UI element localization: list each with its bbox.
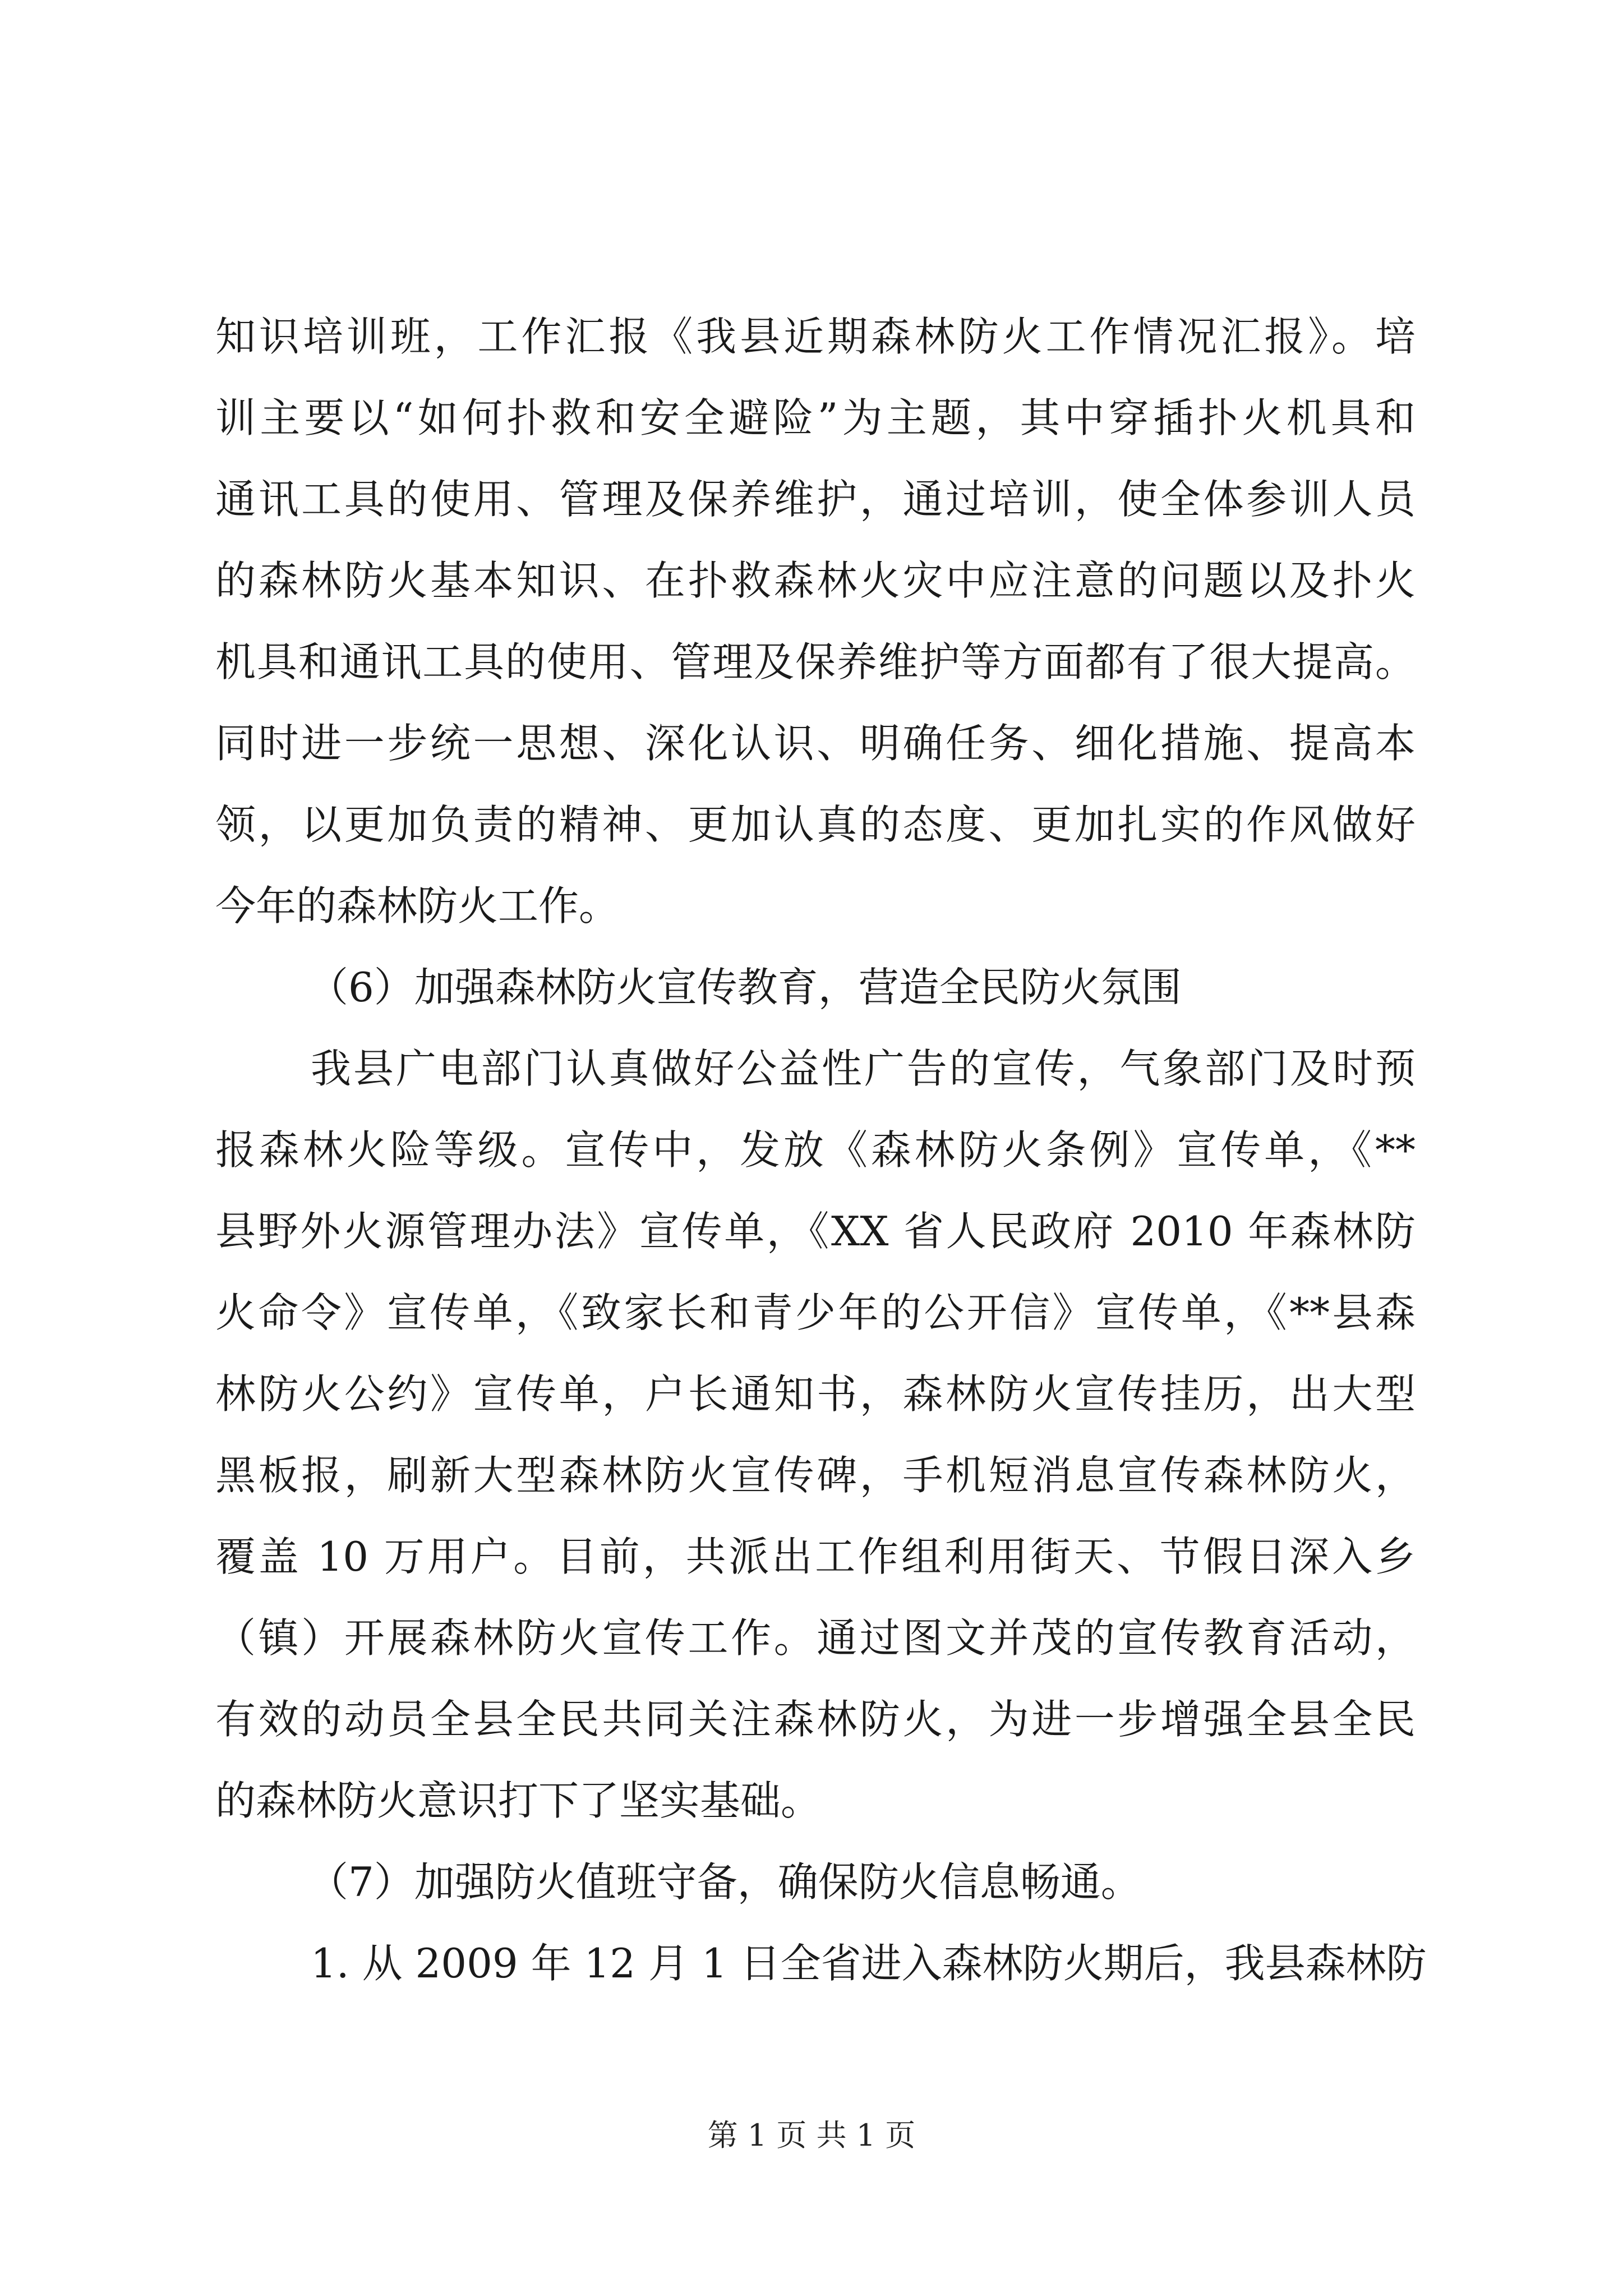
text-line-13: 火命令》宣传单，《致家长和青少年的公开信》宣传单，《**县森 xyxy=(215,1289,1415,1336)
text-line-11: 报森林火险等级。宣传中，发放《森林防火条例》宣传单，《** xyxy=(215,1126,1415,1174)
page-footer: 第 1 页 共 1 页 xyxy=(707,2118,916,2153)
text-line-15: 黑板报，刷新大型森林防火宣传碑，手机短消息宣传森林防火， xyxy=(215,1452,1415,1499)
text-line-3: 通讯工具的使用、管理及保养维护，通过培训，使全体参训人员 xyxy=(215,476,1415,523)
text-line-8: 今年的森林防火工作。 xyxy=(215,882,620,930)
section-heading-7: （7）加强防火值班守备，确保防火信息畅通。 xyxy=(308,1858,1141,1906)
text-line-5: 机具和通讯工具的使用、管理及保养维护等方面都有了很大提高。 xyxy=(215,638,1415,685)
text-line-4: 的森林防火基本知识、在扑救森林火灾中应注意的问题以及扑火 xyxy=(215,557,1415,604)
text-line-14: 林防火公约》宣传单，户长通知书，森林防火宣传挂历，出大型 xyxy=(215,1370,1415,1418)
text-line-16: 覆盖 10 万用户。目前，共派出工作组利用街天、节假日深入乡 xyxy=(215,1533,1415,1580)
text-line-6: 同时进一步统一思想、深化认识、明确任务、细化措施、提高本 xyxy=(215,720,1415,767)
text-line-1: 知识培训班，工作汇报《我县近期森林防火工作情况汇报》。培 xyxy=(215,313,1415,360)
text-line-2: 训主要以“如何扑救和安全避险”为主题，其中穿插扑火机具和 xyxy=(215,394,1415,441)
text-line-12: 县野外火源管理办法》宣传单，《XX 省人民政府 2010 年森林防 xyxy=(215,1208,1415,1255)
text-line-17: （镇）开展森林防火宣传工作。通过图文并茂的宣传教育活动， xyxy=(215,1614,1415,1662)
text-line-19: 的森林防火意识打下了坚实基础。 xyxy=(215,1777,822,1824)
text-line-21: 1. 从 2009 年 12 月 1 日全省进入森林防火期后，我县森林防 xyxy=(311,1940,1427,1987)
section-heading-6: （6）加强森林防火宣传教育，营造全民防火氛围 xyxy=(308,964,1182,1011)
text-line-18: 有效的动员全县全民共同关注森林防火，为进一步增强全县全民 xyxy=(215,1696,1415,1743)
text-line-10: 我县广电部门认真做好公益性广告的宣传，气象部门及时预 xyxy=(311,1045,1415,1092)
text-line-7: 领，以更加负责的精神、更加认真的态度、更加扎实的作风做好 xyxy=(215,801,1415,848)
document-body xyxy=(215,296,1427,2004)
